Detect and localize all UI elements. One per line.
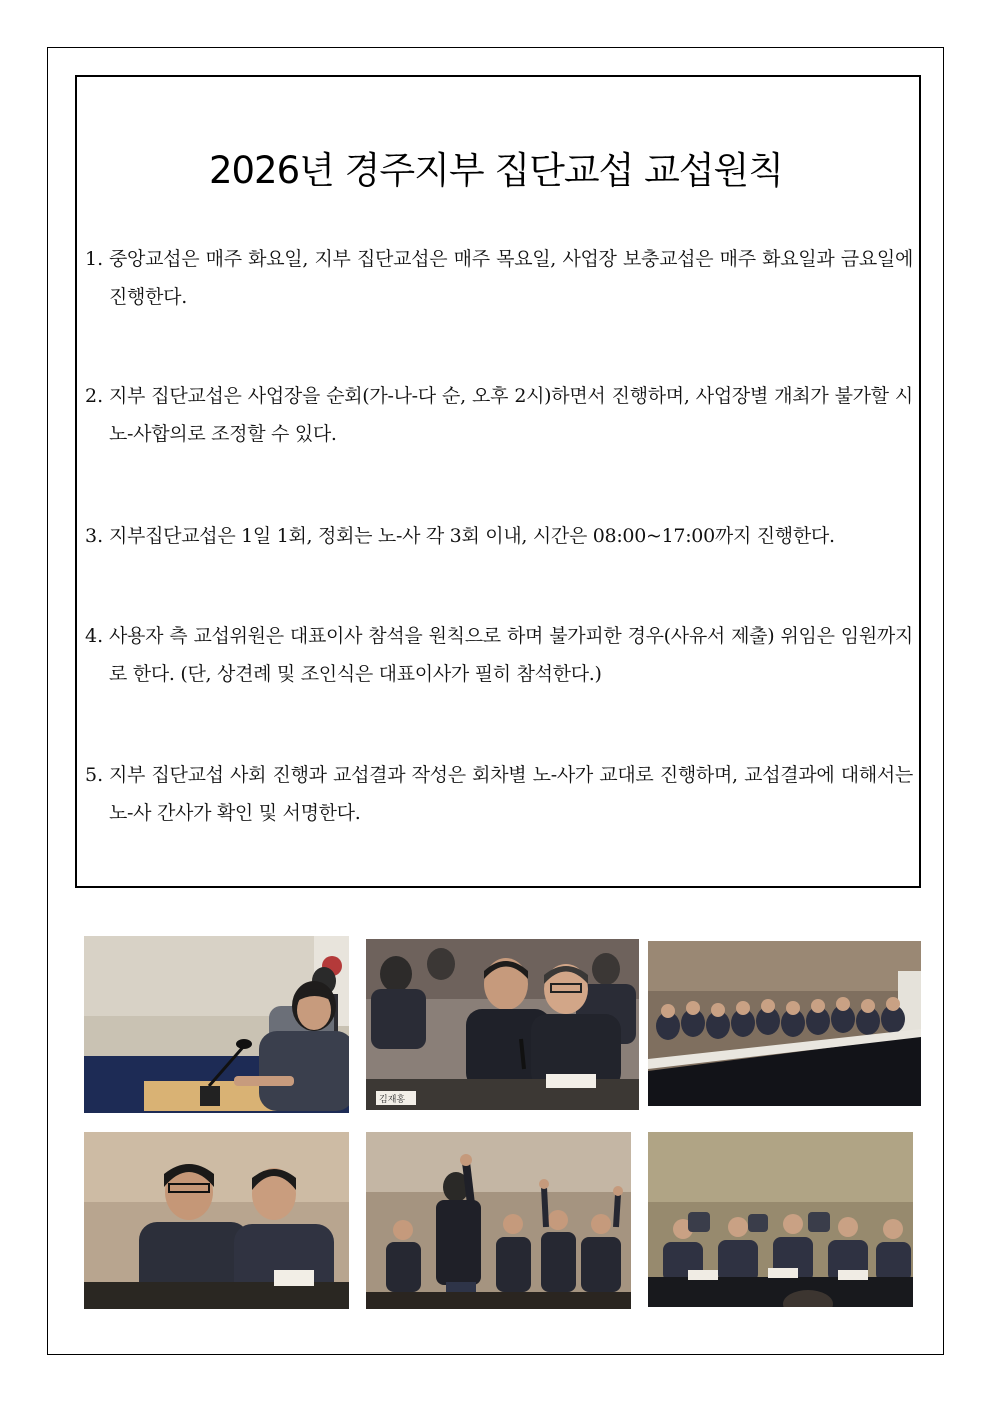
rule-text: 지부집단교섭은 1일 1회, 정회는 노-사 각 3회 이내, 시간은 08:00~17:00까지 진행한다.: [109, 525, 835, 547]
photo-delegates-with-microphone: [366, 939, 639, 1110]
rule-item-2: [85, 377, 913, 453]
rule-number: 5.: [85, 764, 104, 786]
photo-two-delegates-seated: [84, 1132, 349, 1309]
rule-item-4: [85, 617, 913, 693]
rule-text: 지부 집단교섭 사회 진행과 교섭결과 작성은 회차별 노-사가 교대로 진행하며, 교섭결과에 대해서는 노-사 간사가 확인 및 서명한다.: [109, 764, 913, 824]
photo-speaker-at-microphone: [84, 936, 349, 1113]
rule-item-3: [85, 517, 913, 555]
document-title: 2026년 경주지부 집단교섭 교섭원칙: [208, 149, 784, 192]
rule-text: 지부 집단교섭은 사업장을 순회(가-나-다 순, 오후 2시)하면서 진행하며, 사업장별 개최가 불가할 시 노-사합의로 조정할 수 있다.: [109, 385, 913, 445]
rule-number: 3.: [85, 525, 104, 547]
photo-meeting-hall-wide: [648, 941, 921, 1106]
rule-item-1: [85, 240, 913, 316]
rule-number: 1.: [85, 248, 104, 270]
photo-delegates-raising-fists: [366, 1132, 631, 1309]
rule-number: 4.: [85, 625, 104, 647]
photo-management-side-table: [648, 1132, 913, 1307]
rule-number: 2.: [85, 385, 104, 407]
rule-text: 사용자 측 교섭위원은 대표이사 참석을 원칙으로 하며 불가피한 경우(사유서 제출) 위임은 임원까지로 한다. (단, 상견례 및 조인식은 대표이사가 필히 참석한다.): [109, 625, 913, 685]
nameplate-text: 김재홍: [379, 1095, 406, 1105]
rule-item-5: [85, 756, 913, 832]
rule-text: 중앙교섭은 매주 화요일, 지부 집단교섭은 매주 목요일, 사업장 보충교섭은 매주 화요일과 금요일에 진행한다.: [109, 248, 913, 308]
